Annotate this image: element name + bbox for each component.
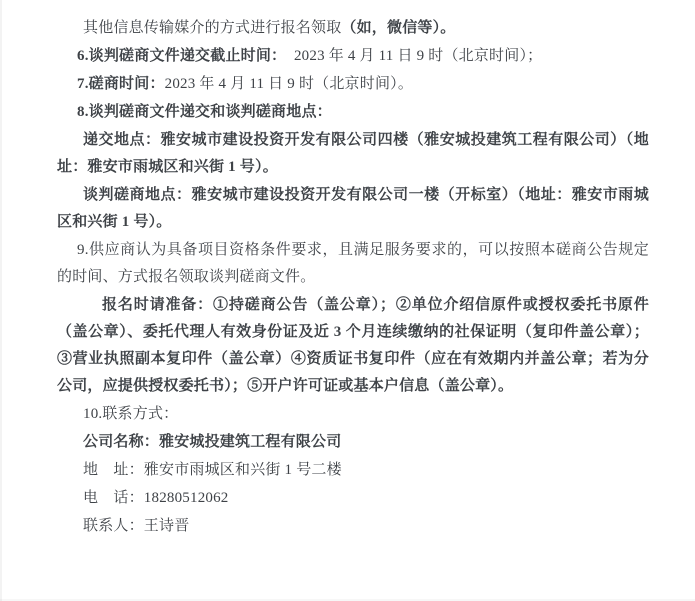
paragraph: [57, 99, 649, 126]
paragraph: [57, 127, 649, 181]
paragraph: [57, 71, 649, 98]
paragraph: [57, 292, 649, 400]
bold-text-segment: 8.谈判磋商文件递交和谈判磋商地点：: [77, 104, 332, 120]
bold-text-segment: 报名时请准备：①持磋商公告（盖公章）；②单位介绍信原件或授权委托书原件（盖公章）、委托代理人有效身份证及近 3 个月连续缴纳的社保证明（复印件盖公章）；③营业执照副本复印件（盖公章）④资质证书复印件（应在有效期内并盖公章；若为分公司，应提供授权委托书）；⑤开户许可证或基本户信息（盖公章）。: [57, 297, 649, 394]
text-segment: 其他信息传输媒介的方式进行报名领取: [83, 20, 342, 36]
paragraph: [57, 15, 649, 42]
bold-text-segment: 6.谈判磋商文件递交截止时间：: [77, 48, 279, 64]
paragraph: [57, 485, 649, 512]
text-segment: 地 址：雅安市雨城区和兴街 1 号二楼: [83, 462, 342, 478]
text-segment: 2023 年 4 月 11 日 9 时（北京时间）。: [164, 76, 414, 92]
text-segment: 2023 年 4 月 11 日 9 时（北京时间）；: [278, 48, 543, 64]
paragraph: [57, 43, 649, 70]
text-segment: 电 话：18280512062: [83, 490, 229, 506]
paragraph: [57, 513, 649, 540]
bold-text-segment: 递交地点：雅安城市建设投资开发有限公司四楼（雅安城投建筑工程有限公司）（地址：雅安市雨城区和兴街 1 号）。: [57, 132, 649, 175]
bold-text-segment: 公司名称：雅安城投建筑工程有限公司: [83, 434, 342, 450]
bold-text-segment: 7.磋商时间：: [77, 76, 165, 92]
text-segment: 联系人：王诗晋: [83, 518, 190, 534]
paragraph: [57, 429, 649, 456]
paragraph: [57, 457, 649, 484]
bold-text-segment: 谈判磋商地点：雅安城市建设投资开发有限公司一楼（开标室）（地址：雅安市雨城区和兴街 1 号）。: [57, 187, 649, 230]
document-body: [57, 15, 649, 540]
paragraph: [57, 237, 649, 291]
text-segment: 10.联系方式：: [83, 406, 179, 422]
bold-text-segment: （如，微信等）。: [341, 20, 456, 36]
text-segment: 9.供应商认为具备项目资格条件要求，且满足服务要求的，可以按照本磋商公告规定的时间、方式报名领取谈判磋商文件。: [57, 242, 649, 285]
paragraph: [57, 182, 649, 236]
paragraph: [57, 401, 649, 428]
